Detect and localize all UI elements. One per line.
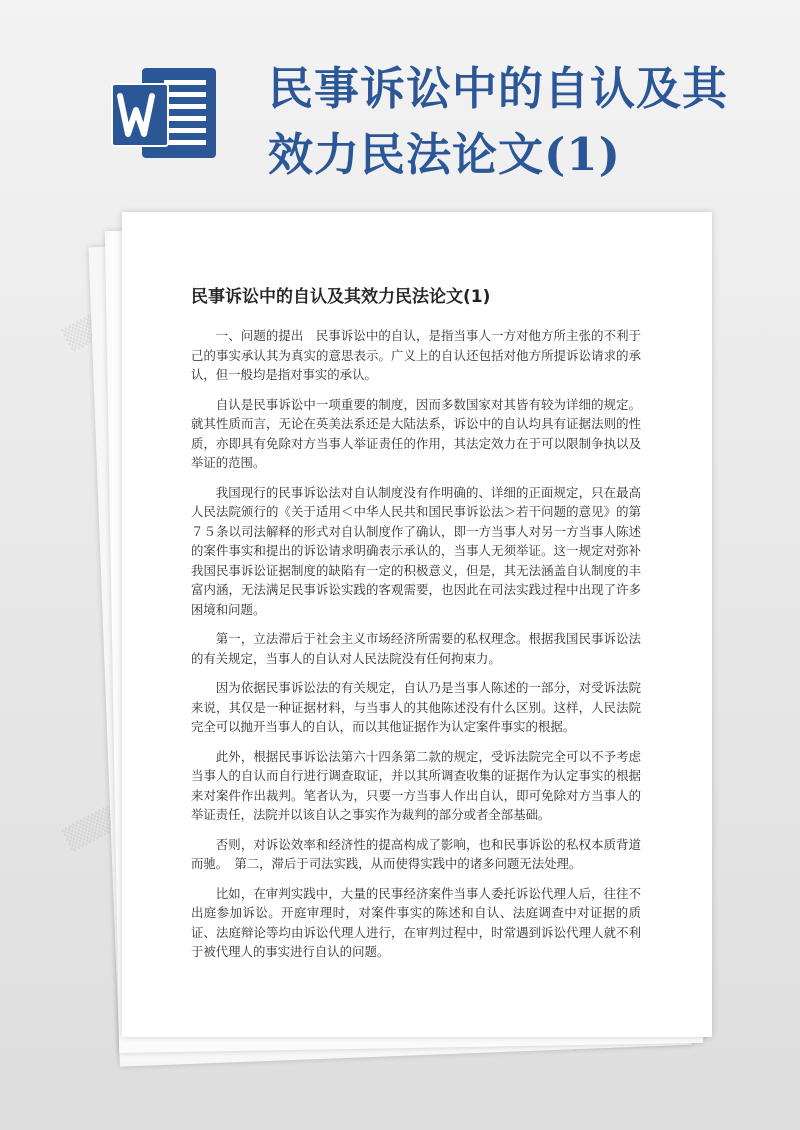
paragraph: 自认是民事诉讼中一项重要的制度，因而多数国家对其皆有较为详细的规定。就其性质而言，无论在英美法系还是大陆法系，诉讼中的自认均具有证据法则的性质，亦即具有免除对方当事人举证责任的作用，其法定效力在于可以限制争执以及举证的范围。 <box>191 396 641 470</box>
document-title: 民事诉讼中的自认及其效力民法论文(1) <box>191 287 491 307</box>
paragraph: 此外，根据民事诉讼法第六十四条第二款的规定，受诉法院完全可以不予考虑当事人的自认而自行进行调查取证，并以其所调查收集的证据作为认定事实的根据来对案件作出裁判。笔者认为，只要一方当事人作出自认，即可免除对方当事人的举证责任，法院并以该自认之事实作为裁判的部分或者全部基础。 <box>191 748 641 822</box>
paragraph: 否则，对诉讼效率和经济性的提高构成了影响，也和民事诉讼的私权本质背道而驰。 第二，滞后于司法实践，从而使得实践中的诸多问题无法处理。 <box>191 836 641 871</box>
paragraph: 我国现行的民事诉讼法对自认制度没有作明确的、详细的正面规定，只在最高人民法院颁行的《关于适用＜中华人民共和国民事诉讼法＞若干问题的意见》的第７５条以司法解释的形式对自认制度作了确认，即一方当事人对另一方当事人陈述的案件事实和提出的诉讼请求明确表示承认的，当事人无须举证。这一规定对弥补我国民事诉讼证据制度的缺陷有一定的积极意义，但是，其无法涵盖自认制度的丰富内涵，无法满足民事诉讼实践的客观需要，也因此在司法实践过程中出现了许多困境和问题。 <box>191 484 641 617</box>
document-body <box>191 326 641 972</box>
word-document-icon <box>108 62 220 164</box>
paragraph: 因为依据民事诉讼法的有关规定，自认乃是当事人陈述的一部分，对受诉法院来说，其仅是一种证据材料，与当事人的其他陈述没有什么区别。这样，人民法院完全可以抛开当事人的自认，而以其他证据作为认定案件事实的根据。 <box>191 680 641 734</box>
header-title: 民事诉讼中的自认及其效力民法论文(1) <box>268 62 729 181</box>
paragraph: 第一，立法滞后于社会主义市场经济所需要的私权理念。根据我国民事诉讼法的有关规定，当事人的自认对人民法院没有任何拘束力。 <box>191 631 641 666</box>
paragraph: 一、问题的提出 民事诉讼中的自认，是指当事人一方对他方所主张的不利于己的事实承认其为真实的意思表示。广义上的自认还包括对他方所提诉讼请求的承认，但一般均是指对事实的承认。 <box>191 328 641 382</box>
paragraph: 比如，在审判实践中，大量的民事经济案件当事人委托诉讼代理人后，往往不出庭参加诉讼。开庭审理时，对案件事实的陈述和自认、法庭调查中对证据的质证、法庭辩论等均由诉讼代理人进行，在审判过程中，时常遇到诉讼代理人就不利于被代理人的事实进行自认的问题。 <box>191 885 641 959</box>
